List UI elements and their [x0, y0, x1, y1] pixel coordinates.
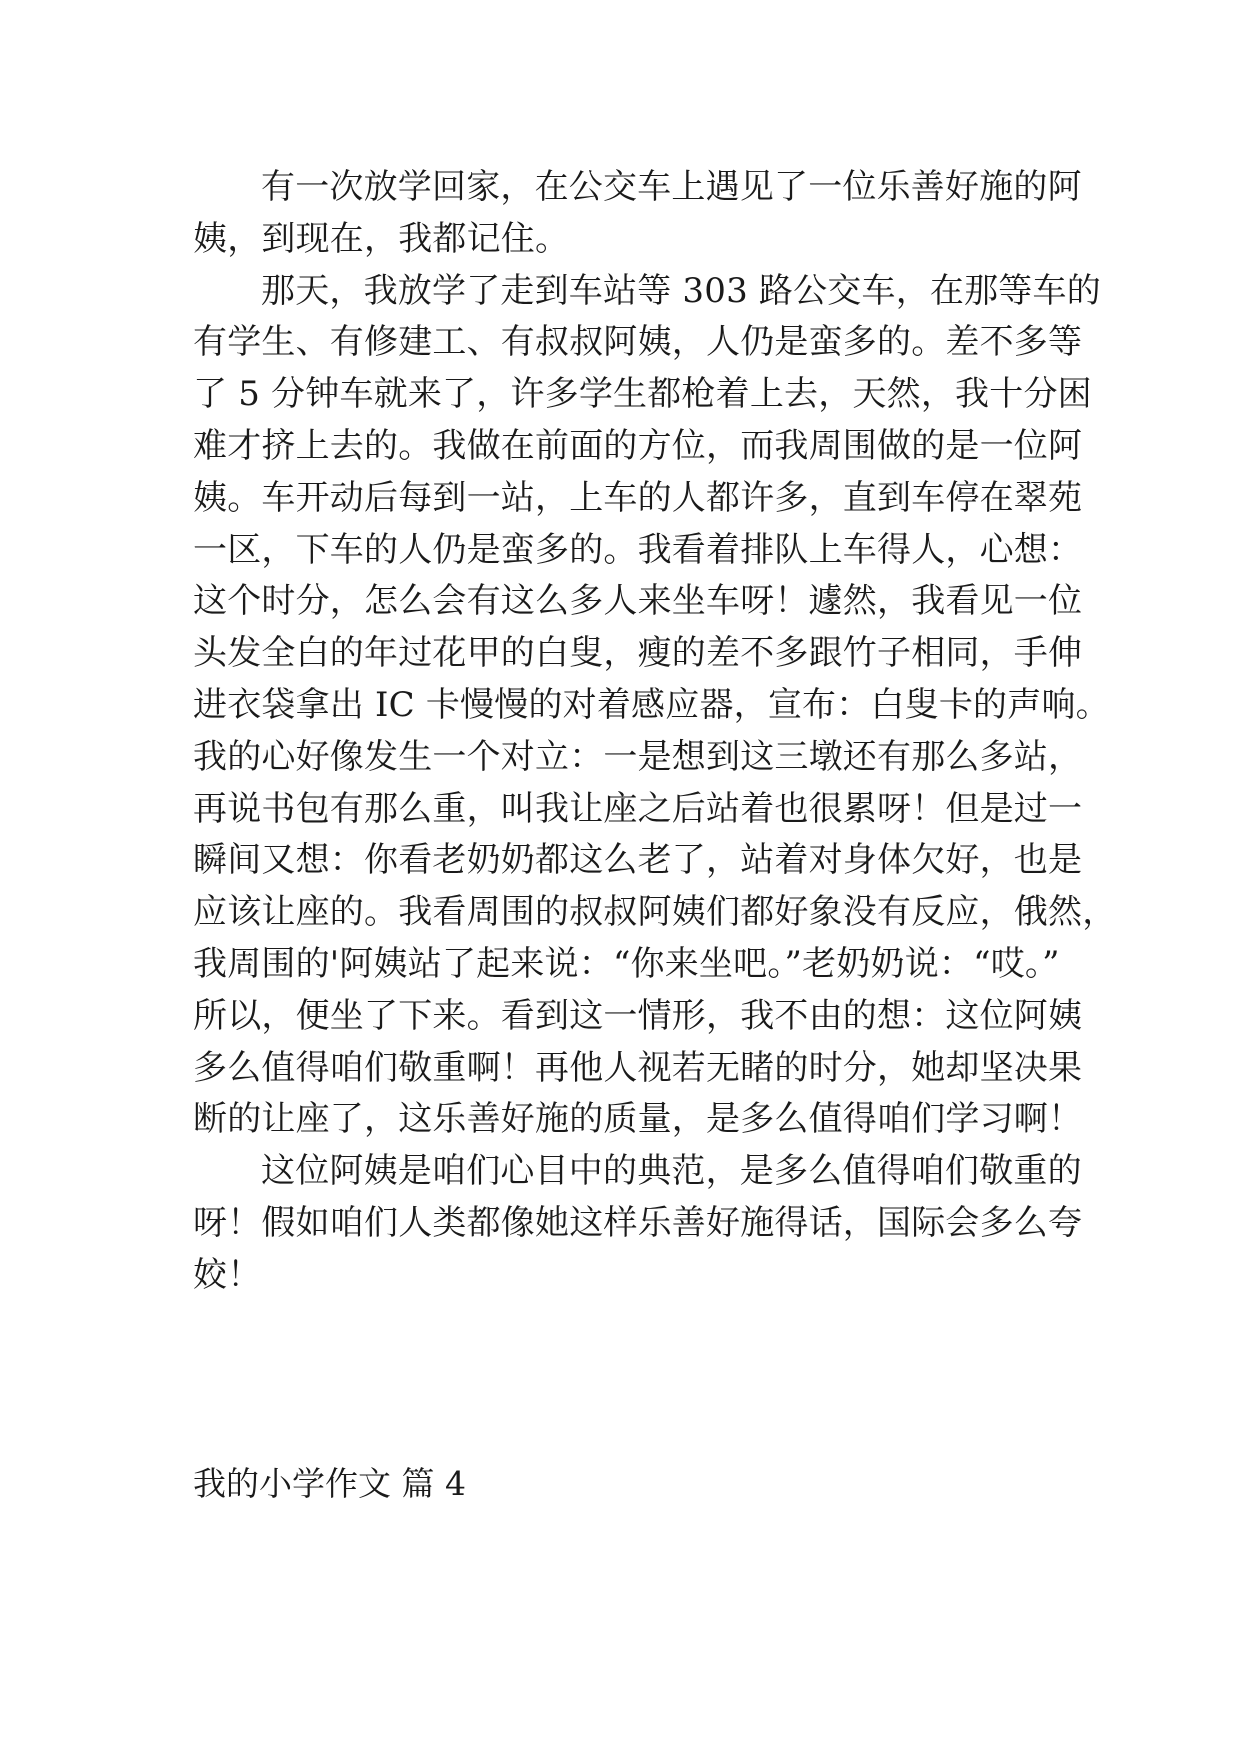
- text-line: 我周围的'阿姨站了起来说：“你来坐吧。”老奶奶说：“哎。”: [193, 943, 1060, 984]
- text-line: 一区，下车的人仍是蛮多的。我看着排队上车得人，心想：: [193, 529, 1083, 570]
- text-line: 呀！假如咱们人类都像她这样乐善好施得话，国际会多么夸: [193, 1202, 1083, 1243]
- text-line: 难才挤上去的。我做在前面的方位，而我周围做的是一位阿: [193, 425, 1083, 466]
- text-line: 姣！: [193, 1254, 262, 1295]
- section-heading: 我的小学作文 篇 4: [193, 1464, 466, 1503]
- text-line: 那天，我放学了走到车站等 303 路公交车，在那等车的: [261, 270, 1101, 311]
- text-line: 瞬间又想：你看老奶奶都这么老了，站着对身体欠好，也是: [193, 840, 1083, 881]
- paragraph-1: [193, 162, 1082, 266]
- text-line: 这位阿姨是咱们心目中的典范，是多么值得咱们敬重的: [261, 1151, 1082, 1192]
- text-line: 再说书包有那么重，叫我让座之后站着也很累呀！但是过一: [193, 788, 1083, 829]
- text-line: 头发全白的年过花甲的白叟，瘦的差不多跟竹子相同，手伸: [193, 633, 1083, 674]
- text-line: 这个时分，怎么会有这么多人来坐车呀！遽然，我看见一位: [193, 581, 1083, 622]
- essay-body: [193, 162, 1117, 1302]
- paragraph-3: [193, 1146, 1083, 1301]
- text-line: 我的心好像发生一个对立：一是想到这三墩还有那么多站，: [193, 736, 1083, 777]
- paragraph-2: [193, 266, 1117, 1147]
- text-line: 多么值得咱们敬重啊！再他人视若无睹的时分，她却坚决果: [193, 1047, 1083, 1088]
- text-line: 断的让座了，这乐善好施的质量，是多么值得咱们学习啊！: [193, 1099, 1083, 1140]
- text-line: 应该让座的。我看周围的叔叔阿姨们都好象没有反应，俄然，: [193, 892, 1117, 933]
- text-line: 所以，便坐了下来。看到这一情形，我不由的想：这位阿姨: [193, 995, 1083, 1036]
- text-line: 有一次放学回家，在公交车上遇见了一位乐善好施的阿: [261, 167, 1082, 207]
- text-line: 有学生、有修建工、有叔叔阿姨，人仍是蛮多的。差不多等: [193, 322, 1083, 363]
- text-line: 姨。车开动后每到一站，上车的人都许多，直到车停在翠苑: [193, 477, 1083, 518]
- text-line: 进衣袋拿出 IC 卡慢慢的对着感应器，宣布：白叟卡的声响。: [193, 684, 1110, 725]
- text-line: 姨，到现在，我都记住。: [193, 218, 570, 259]
- text-line: 了 5 分钟车就来了，许多学生都枪着上去，天然，我十分困: [193, 374, 1092, 415]
